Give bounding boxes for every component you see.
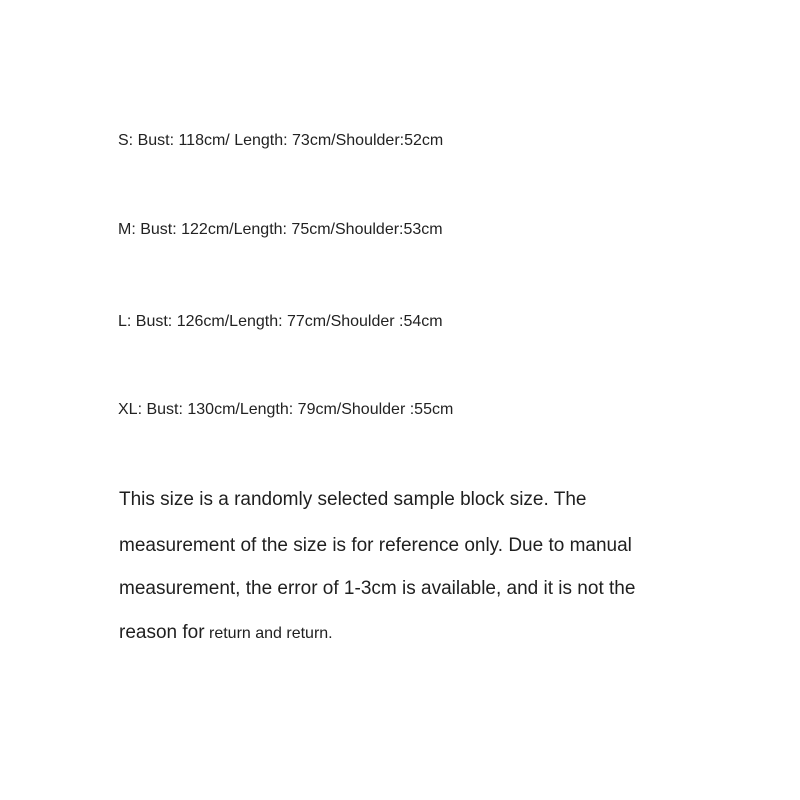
size-s-line: S: Bust: 118cm/ Length: 73cm/Shoulder:52cm [118, 132, 444, 149]
reference-note-line-4-end: return and return. [204, 625, 333, 642]
size-l-line: L: Bust: 126cm/Length: 77cm/Shoulder :54cm [118, 313, 443, 330]
reference-note-line-1: This size is a randomly selected sample block size. The [119, 489, 587, 510]
size-xl-line: XL: Bust: 130cm/Length: 79cm/Shoulder :55cm [118, 401, 454, 418]
reference-note-line-3: measurement, the error of 1-3cm is available, and it is not the [119, 578, 636, 599]
reference-note-line-4-start: reason for [119, 622, 205, 643]
size-m-line: M: Bust: 122cm/Length: 75cm/Shoulder:53cm [118, 221, 443, 238]
reference-note-line-4 [119, 620, 333, 647]
reference-note-line-2: measurement of the size is for reference only. Due to manual [119, 535, 632, 556]
